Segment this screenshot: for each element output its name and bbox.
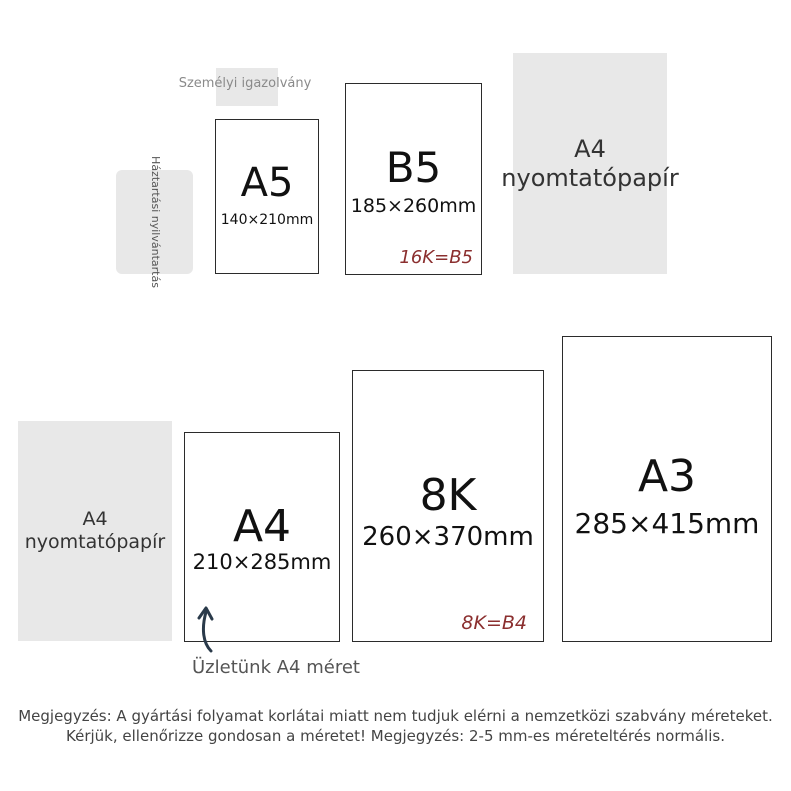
a4-print-bottom-line1: A4 — [82, 508, 108, 531]
store-size-note: Üzletünk A4 méret — [192, 657, 360, 678]
a4-title: A4 — [232, 501, 292, 552]
8k-paper — [352, 370, 544, 642]
a4-print-bottom-line2: nyomtatópapír — [24, 531, 166, 553]
a4-print-paper-top — [501, 53, 679, 274]
a5-paper — [215, 119, 319, 274]
a3-dimensions: 285×415mm — [574, 507, 760, 540]
footer-note: Megjegyzés: A gyártási folyamat korlátai miatt nem tudjuk elérni a nemzetközi szabvány méreteket. Kérjük, ellenőrizze gondosan a méretet! Megjegyzés: 2-5 mm-es méreteltérés normális. — [18, 707, 773, 745]
household-register-label: Háztartási nyilvántartás — [148, 156, 162, 288]
b5-dimensions: 185×260mm — [350, 195, 477, 217]
8k-equivalence: 8K=B4 — [461, 612, 527, 634]
a3-title: A3 — [637, 451, 697, 502]
a4-print-paper-bottom — [18, 421, 172, 641]
a4-print-top-line1: A4 — [574, 134, 606, 163]
a4-dimensions: 210×285mm — [192, 550, 332, 574]
8k-dimensions: 260×370mm — [362, 522, 534, 552]
b5-title: B5 — [385, 143, 442, 192]
a5-title: A5 — [240, 159, 294, 206]
a5-dimensions: 140×210mm — [220, 211, 314, 228]
b5-equivalence: 16K=B5 — [399, 247, 473, 268]
8k-title: 8K — [419, 470, 477, 521]
a4-print-top-line2: nyomtatópapír — [501, 163, 679, 192]
a3-paper — [562, 336, 772, 642]
id-card-label: Személyi igazolvány — [178, 76, 312, 91]
household-register-card — [116, 156, 193, 288]
curved-arrow-up-icon — [192, 604, 224, 654]
b5-paper — [345, 83, 482, 275]
